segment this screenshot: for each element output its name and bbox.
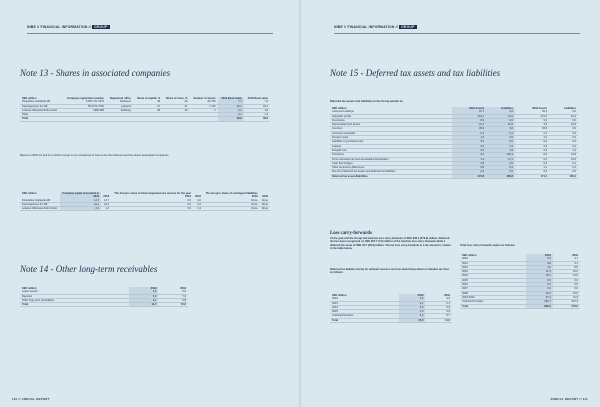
table-cell: 0,1 [425,301,452,305]
table-header-cell: 2018 [262,195,268,199]
table-cell: 41,7 [452,110,486,114]
table-header-cell: 2019 Assets [452,107,486,110]
group-tag: GROUP [401,25,415,29]
table-cell: 0,0 [193,199,203,203]
table-cell: 10,3 [526,291,553,295]
table-cell: Set-off of deferred tax assets and deferred tax liabilities [330,170,452,174]
table-cell: 13,6 [549,157,578,161]
table-cell: Other [20,113,62,117]
table-cell: 36,9 [452,127,486,131]
table-cell: Dimplektor Hofteknik AB [20,100,62,104]
table-header-cell: 2018 [103,195,110,199]
table-cell: 0,0 [486,161,515,165]
table-cell: Liabilities to purchase price [330,140,452,144]
table-cell: 8,1 [129,298,159,302]
table-cell: 0,0 [549,118,578,122]
table-cell: 7,3 [218,100,244,104]
table-cell: Intangible profits [330,114,452,118]
table-cell: 1,4 [549,148,578,152]
note14-table [20,287,188,307]
table-cell: 0,0 [452,153,486,157]
table-cell: Kiwa Espresso Inc AB [20,202,60,206]
table-cell: 17,0 [399,318,426,322]
table-cell: 0,9 [425,310,452,314]
table-cell: Markaryd [106,100,133,104]
page-number: 111 [582,397,588,401]
table-cell: 0,3 [111,207,193,211]
table-header-cell: 2019 Book value [218,97,244,100]
note15-table [330,107,578,179]
table-cell: 0,3 [549,131,578,135]
table-cell: None [203,199,260,203]
table-cell: 0,1 [193,207,203,211]
table-cell: 14,7 [60,199,102,203]
table-cell: 0,6 [452,170,486,174]
table-header-cell: SEK million [332,107,347,110]
table-cell: 579,9 [553,304,580,308]
table-cell: 0,0 [526,257,553,261]
loss-left-table [330,294,452,323]
table-cell: 636,4 [526,304,553,308]
table-cell: 0,3 [549,136,578,140]
table-cell: 0,2 [399,314,426,318]
table-header-cell: 2018 [195,195,201,199]
table-row [20,117,270,121]
table-cell: Total [330,318,399,322]
table-cell: 0,0 [553,283,580,287]
table-cell: Deposits [20,294,129,298]
table-cell: 6,8 [158,298,188,302]
left-page-header: NIBE // FINANCIAL INFORMATION // GROUP [27,25,108,29]
table-cell: 2025 [460,278,526,282]
table-cell: None [203,202,260,206]
table-header-cell: SEK million [22,97,37,100]
table-cell: 2029-2034 [460,295,526,299]
table-cell [106,117,133,121]
table-cell: 6,6 [486,110,515,114]
table-cell: Total [20,303,129,307]
table-cell: Total [20,117,62,121]
loss-carryforwards-heading: Loss carry-forwards [330,231,372,236]
table-cell: 0,0 [515,170,549,174]
table-header-cell: Number of shares [193,97,216,100]
table-cell: 0,3 [515,148,549,152]
table-cell: 1,8 [244,108,270,112]
table-cell: 347,3 [553,300,580,304]
table-cell: 18,4 [526,274,553,278]
table-cell: Total [460,304,526,308]
table-cell: 11,5 [425,318,452,322]
table-cell: 2022 [330,297,399,301]
table-cell: Inventory [330,127,452,131]
table-cell: 49 [162,108,190,112]
table-cell: Prepaid cost [330,148,452,152]
loss-carryforwards-text: At the year-end the Group had total tax loss carry-forwards of SEK 636.4 (579.9) million. Deferred tax has been recognised on SEK 567.7 (0.0) million of the total tax loss carry-forwards while a deferred tax asset of SEK 33.7 (28.9) million. The tax loss carry-forwards in a tax amount is shown in the table below. [330,237,451,251]
table-cell: 55 6471-7052 [62,104,106,108]
table-header-cell: 2019 [526,254,553,257]
table-cell: 0,6 [486,136,515,140]
table-cell: 4,0 [526,265,553,269]
table-cell: 2 [190,108,218,112]
table-cell: 219,1 [452,114,486,118]
table-cell: 2025 [330,310,399,314]
table-cell: Provisions [330,153,452,157]
table-cell: Pension costs [330,136,452,140]
table-cell: 0,0 [553,278,580,282]
table-cell: 1,9 [452,136,486,140]
table-cell: 0,0 [486,118,515,122]
table-cell: 3,1 [553,261,580,265]
note15-title: Note 15 - Deferred tax assets and tax liabilities [330,68,501,78]
table-cell: 3,8 [486,127,515,131]
table-cell: 10,5 [553,291,580,295]
table-cell: 7,9 [158,294,188,298]
table-cell: 15,6 [158,303,188,307]
table-cell: 2,2 [60,207,102,211]
table-cell: Force derivative tax and accelerated depreciation [330,157,452,161]
table-header-cell: 2018 [572,254,578,257]
table-cell: Depreciable fixed assets [330,123,452,127]
table-cell: 2022 [460,265,526,269]
table-cell: 0,0 [549,144,578,148]
table-cell: 0,9 [158,290,188,294]
table-cell: 37 [162,104,190,108]
table-cell: 1,2 [515,136,549,140]
note13-footnote: Based on IFRS 10 and 11 it neither Group is not considered to have a the the influence and the above associated companies. [20,154,170,157]
table-header-cell: 2018 [180,287,186,290]
table-header-cell: 2019 [60,195,102,198]
table-header-cell: Liabilities [564,107,576,110]
brand-label: NIBE [27,25,36,29]
table-cell: 0,3 [526,287,553,291]
section-label: FINANCIAL INFORMATION [40,25,88,29]
table-header-cell: The Group's share of contingent liabilities [205,192,258,195]
table-cell: 173,8 [452,174,486,178]
table-row [330,174,578,178]
table-cell: Loans issued [20,290,129,294]
table-cell: 5,0 [549,110,578,114]
table-cell: 272,2 [515,114,549,118]
table-cell: 0,0 [515,157,549,161]
table-cell: 6,6 [129,294,159,298]
table-row [460,304,580,308]
table-cell: 22,6 [486,123,515,127]
table-cell: 41,9 [553,295,580,299]
table-header-cell: 2018 [444,294,450,297]
table-header-cell: 2019 [185,195,191,199]
table-header-cell: SEK million [22,192,37,195]
table-cell: 0,0 [553,287,580,291]
table-cell: Lebonet Wärmetechnik GmbH [20,108,62,112]
table-cell: Dimplektor Hofteknik AB [20,199,60,203]
table-header-cell: SEK million [462,254,477,257]
table-cell: 15,3 [549,114,578,118]
table-cell: 0,8 [452,161,486,165]
table-cell: 39,3 [244,117,270,121]
table-cell: 17,2 [486,157,515,161]
table-row [20,303,188,307]
table-cell: 37 [133,104,162,108]
table-cell: 2023 [460,270,526,274]
table-cell: 5 565 741 6270 [62,100,106,104]
table-cell [62,117,106,121]
table-cell: Leksand [106,104,133,108]
table-cell: 2023 [330,301,399,305]
brand-label: NIBE [334,25,343,29]
table-cell: Cash flow hedges [330,161,452,165]
table-cell: 4,5 [515,123,549,127]
table-cell: 0,4 [549,166,578,170]
loss-expire-table [460,254,580,309]
table-cell: Unlimited Duration [330,314,399,318]
table-cell: 0,0 [452,140,486,144]
table-cell: 1,1 [515,166,549,170]
table-cell: 0,0 [515,140,549,144]
table-cell [162,117,190,121]
table-cell: Deferred tax assets/liabilities [330,174,452,178]
table-cell: None [260,202,270,206]
table-cell: 29,1 [218,104,244,108]
table-cell: 0,3 [486,166,515,170]
left-footer: 110 // ANNUAL REPORT [12,397,50,401]
table-cell: 168,8 [486,174,515,178]
table-cell: None [260,207,270,211]
right-footer: ANNUAL REPORT // 111 [550,397,588,401]
table-cell: Accounts receivable [330,131,452,135]
table-header-cell: 2019 [399,294,426,297]
table-cell: 0,3 [515,161,549,165]
table-cell: 13,8 [549,123,578,127]
table-cell: 12,6 [486,114,515,118]
table-cell: 171,1 [515,174,549,178]
table-cell: 7 100 [190,104,218,108]
table-cell: Other long-term receivables [20,298,129,302]
table-header-cell: Liabilities [486,107,515,110]
table-cell: 14,7 [129,303,159,307]
table-cell: 1,2 [101,207,111,211]
table-cell: 97,4 [526,295,553,299]
table-cell: 0,1 [218,113,244,117]
table-cell: 3,6 [399,297,426,301]
note15-intro: Deferred tax assets and liabilities in the Group pertain to: [330,100,404,103]
table-cell: Land and buildings [330,110,452,114]
table-cell: 6,3 [452,131,486,135]
right-page-header: NIBE // FINANCIAL INFORMATION // GROUP [334,25,415,29]
header-rule [27,33,273,34]
table-cell: 2020 [460,257,526,261]
table-cell [190,117,218,121]
header-rule [334,33,580,34]
table-cell: 0,9 [425,305,452,309]
table-cell: 160,4 [549,174,578,178]
note14-title: Note 14 - Other long-term receivables [20,264,158,274]
table-cell: 44,1 [60,202,102,206]
table-cell: None [203,207,260,211]
table-cell: Salzburg [106,108,133,112]
table-cell: 0,0 [399,305,426,309]
table-cell: Other temporary differences [330,166,452,170]
table-cell: 9,3 [515,118,549,122]
table-cell: 31,4 [452,123,486,127]
table-cell: 0,0 [111,199,193,203]
table-cell: HRB 988 [62,108,106,112]
table-cell: Leasing [330,144,452,148]
table-cell: 0,5 [452,148,486,152]
table-header-cell: 2018 Assets [532,107,548,110]
table-cell: 0,0 [452,144,486,148]
table-cell: 0,0 [526,283,553,287]
table-cell: 0,6 [486,170,515,174]
group-tag: GROUP [94,25,108,29]
table-cell: 13,6 [553,274,580,278]
table-cell: 4,3 [452,157,486,161]
table-cell: 1,9 [486,148,515,152]
note13-equity-table [20,192,270,211]
table-cell: None [260,199,270,203]
right-page [300,0,600,407]
table-cell: 2024 [460,274,526,278]
table-cell: 83 750 [190,100,218,104]
table-cell: 4,7 [553,257,580,261]
deferred-tax-liability-text: Deferred tax liability arising for untaxed reserves and non-taxed dispositions in Sweden are thus as follows: [330,268,450,275]
table-header-cell: The Group's share of total comprehensive income for the year [114,192,191,195]
page-spine [299,0,301,407]
table-cell: 49 [133,108,162,112]
table-cell: 0,3 [129,290,159,294]
table-cell: 0,0 [486,140,515,144]
table-cell: 6,1 [515,131,549,135]
table-cell: 7,3 [244,100,270,104]
footer-label: ANNUAL REPORT [21,397,50,401]
table-cell: Inventories [330,118,452,122]
table-cell: 0,0 [193,202,203,206]
table-cell: 3,0 [425,297,452,301]
table-cell: 0,8 [452,166,486,170]
table-cell: 0,1 [549,161,578,165]
table-cell: 2,9 [515,144,549,148]
table-header-cell: Share of capital, % [136,97,161,100]
table-cell [133,117,162,121]
table-cell: 5,7 [425,314,452,318]
table-cell: 10,8 [549,153,578,157]
table-cell: 11,5 [526,270,553,274]
table-cell: Unlimited Duration [460,300,526,304]
table-cell: 1,1 [244,113,270,117]
table-cell: 49 [133,100,162,104]
table-cell: 0,8 [526,261,553,265]
table-header-cell: 2018 Book value [247,97,268,100]
table-cell: 8,5 [553,265,580,269]
expire-title: Total loss carry-forwards expire as follows: [460,244,516,247]
table-cell: 49 [162,100,190,104]
note13-title: Note 13 - Shares in associated companies [20,68,171,78]
table-header-cell: Company registration number [66,97,104,100]
table-header-cell: SEK million [332,294,347,297]
table-cell: 36,8 [515,127,549,131]
table-cell: Lebonet Wärmetechnik GmbH [20,207,60,211]
table-header-cell: SEK million [22,287,37,290]
note13-table [20,97,270,122]
table-row [330,318,452,322]
table-cell: 0,4 [486,131,515,135]
table-cell: 0,0 [549,170,578,174]
table-cell: 4,0 [399,310,426,314]
section-label: FINANCIAL INFORMATION [347,25,395,29]
footer-label: ANNUAL REPORT [550,397,579,401]
table-cell: 29,1 [244,104,270,108]
table-cell: 0,0 [549,140,578,144]
table-header-cell: 2019 [251,195,258,199]
table-cell: 246,7 [526,300,553,304]
table-cell: 3,6 [549,127,578,131]
table-cell: 14,7 [101,199,111,203]
table-cell: 16,0 [553,270,580,274]
table-cell: 2024 [330,305,399,309]
table-cell: 2,3 [486,144,515,148]
table-cell: 0,1 [399,301,426,305]
table-cell: 0,0 [526,278,553,282]
table-cell: 44,1 [101,202,111,206]
table-cell: 0,0 [515,153,549,157]
table-header-cell: Registered office [109,97,131,100]
table-cell: 8,0 [452,118,486,122]
table-cell: 2021 [460,261,526,265]
table-header-cell: Company equity accounted in [60,192,102,195]
page-number: 110 [12,397,18,401]
table-row [20,207,270,211]
table-cell: 2026 [460,283,526,287]
table-cell: 109,3 [486,153,515,157]
table-cell: 36,4 [515,110,549,114]
table-cell: Kiwa Espresso Inc AB [20,104,62,108]
table-header-cell: Share of votes, % [165,97,188,100]
table-cell: 2027 [460,287,526,291]
table-cell: 39,0 [218,117,244,121]
table-cell: 2,2 [218,108,244,112]
table-cell: 0,0 [111,202,193,206]
table-header-cell: 2019 [129,287,159,290]
table-cell: 2028 [460,291,526,295]
